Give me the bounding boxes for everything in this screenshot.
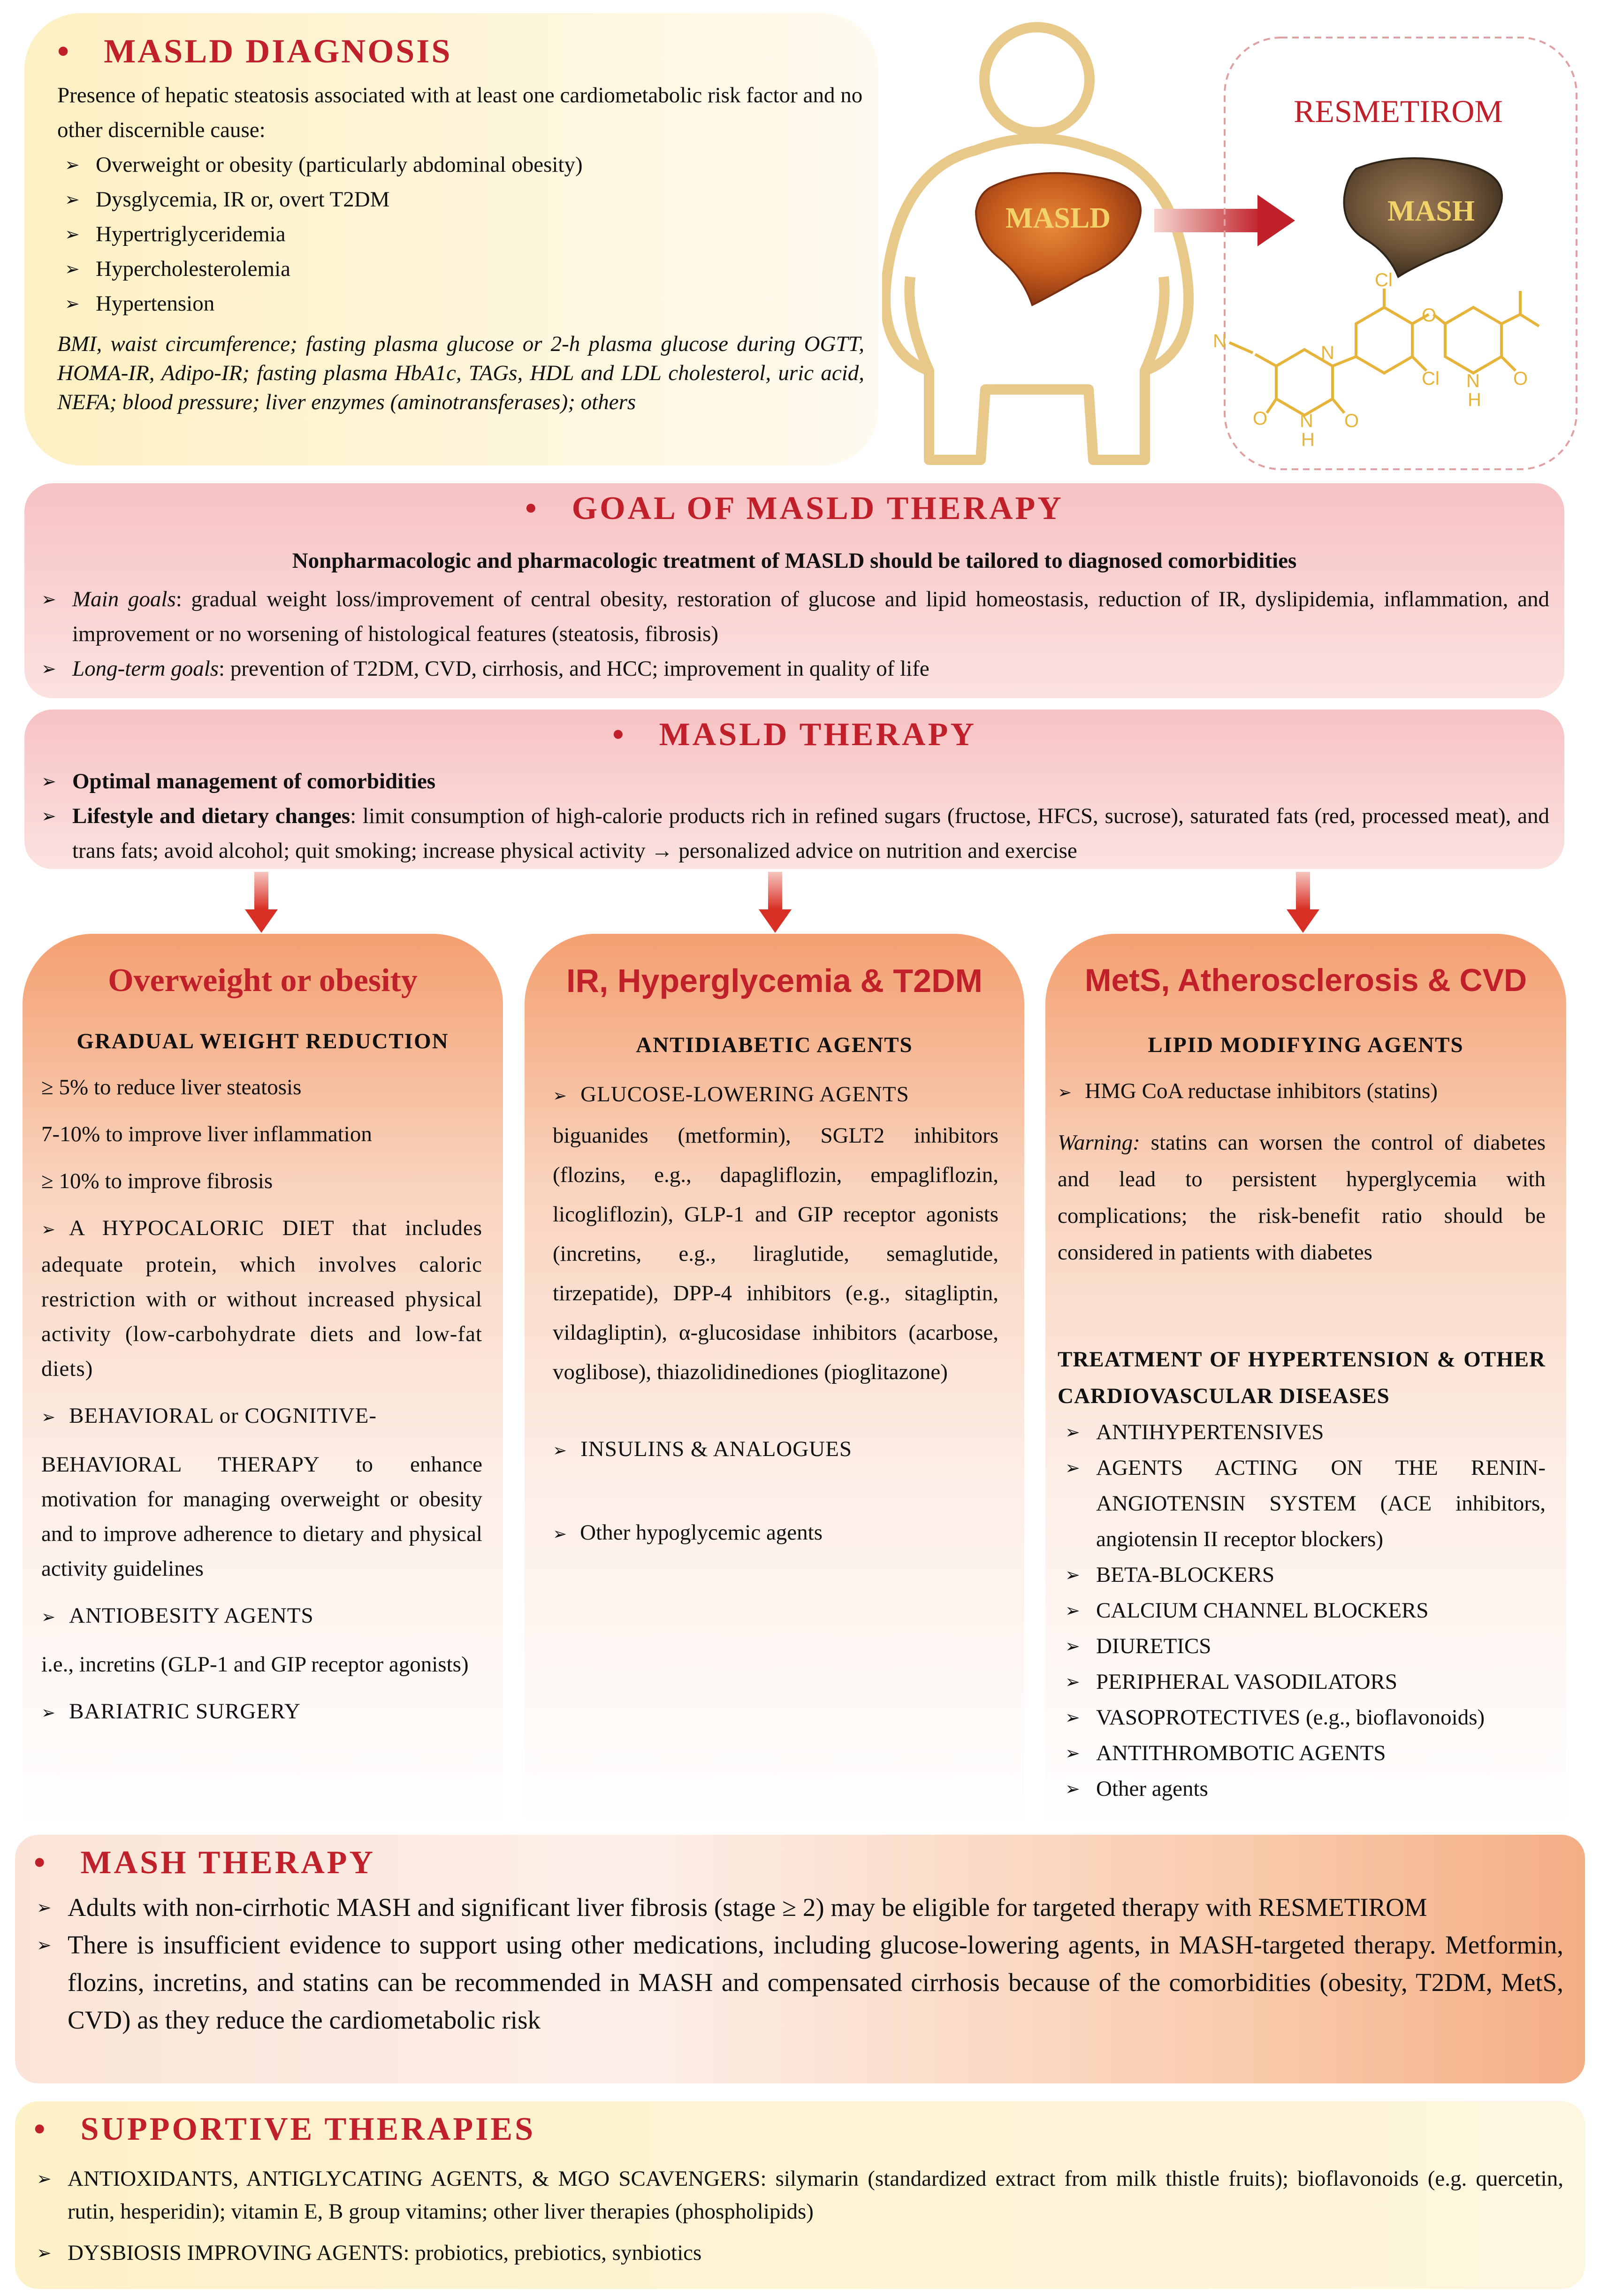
statins-label: HMG CoA reductase inhibitors (statins) — [1085, 1079, 1438, 1103]
goal-subtitle: Nonpharmacologic and pharmacologic treatment of MASLD should be tailored to diagnosed comorbidities — [292, 549, 1297, 573]
masld-liver-icon — [976, 173, 1141, 305]
diabetes-title: IR, Hyperglycemia & T2DM — [566, 962, 983, 999]
other-label: Other hypoglycemic agents — [580, 1520, 823, 1545]
mash-title: MASH THERAPY — [80, 1845, 375, 1881]
diagnosis-box — [24, 13, 878, 465]
cvd-column — [1045, 934, 1566, 1830]
insulins — [553, 1429, 998, 1471]
arrow-bullet-icon: ➢ — [41, 1408, 56, 1427]
therapy-box — [24, 709, 1564, 869]
hypertension-head: TREATMENT OF HYPERTENSION & OTHER CARDIOVASCULAR DISEASES — [1058, 1347, 1546, 1408]
list-item: ➢ CALCIUM CHANNEL BLOCKERS — [1058, 1593, 1546, 1628]
mash-liver-label: MASH — [1387, 195, 1475, 227]
diabetes-subtitle: ANTIDIABETIC AGENTS — [636, 1033, 913, 1057]
long-goals-text: : prevention of T2DM, CVD, cirrhosis, and HCC; improvement in quality of life — [219, 656, 930, 681]
chem-label: H — [1468, 389, 1481, 410]
cvd-title: MetS, Atherosclerosis & CVD — [1084, 962, 1527, 998]
behavioral-text: BEHAVIORAL THERAPY to enhance motivation for managing overweight or obesity and to improve adherence to dietary and physical activity guidelines — [41, 1452, 482, 1581]
arrow-bullet-icon: ➢ — [1058, 1083, 1072, 1102]
chem-label: O — [1253, 408, 1268, 429]
bullet-icon: • — [57, 32, 71, 70]
goal-list — [34, 582, 1549, 686]
supportive-list — [29, 2162, 1563, 2269]
supportive-box — [15, 2101, 1585, 2289]
arrow-bullet-icon: ➢ — [41, 1608, 56, 1627]
arrow-bullet-icon: ➢ — [553, 1441, 568, 1460]
therapy-title: MASLD THERAPY — [659, 717, 976, 753]
list-item: ➢ VASOPROTECTIVES (e.g., bioflavonoids) — [1058, 1700, 1546, 1735]
mash-box — [15, 1835, 1585, 2083]
arrow-bullet-icon: ➢ — [41, 1220, 56, 1239]
cvd-subtitle: LIPID MODIFYING AGENTS — [1148, 1033, 1464, 1057]
behavioral-head-text: BEHAVIORAL or COGNITIVE- — [69, 1404, 377, 1428]
arrow-down-icon — [759, 872, 792, 933]
obesity-title: Overweight or obesity — [108, 962, 418, 999]
list-item: ➢ Other agents — [1058, 1771, 1546, 1807]
list-item: ➢ Dysglycemia, IR or, overt T2DM — [57, 182, 864, 217]
masld-liver-label: MASLD — [1006, 202, 1111, 234]
diabetes-column — [525, 934, 1024, 1830]
list-item — [34, 764, 1549, 799]
resmetirom-structure-icon — [1229, 289, 1539, 415]
cvd-agent-list — [1058, 1414, 1546, 1807]
goal-box — [24, 483, 1564, 698]
obesity-subtitle: GRADUAL WEIGHT REDUCTION — [76, 1029, 449, 1053]
masld-illustration — [882, 14, 1586, 474]
list-item: ➢ BETA-BLOCKERS — [1058, 1557, 1546, 1593]
chem-label: Cl — [1422, 368, 1440, 389]
antiobesity-label: ANTIOBESITY AGENTS — [69, 1603, 314, 1628]
other-hypoglycemic — [553, 1513, 998, 1554]
hypocaloric-diet — [41, 1211, 482, 1386]
list-item: ➢ DYSBIOSIS IMPROVING AGENTS: probiotics, prebiotics, synbiotics — [29, 2236, 1563, 2269]
list-item: ➢ Hypertriglyceridemia — [57, 217, 864, 252]
antiobesity-text: i.e., incretins (GLP-1 and GIP receptor agonists) — [41, 1652, 469, 1677]
long-goals-label: Long-term goals — [72, 656, 219, 681]
chem-labels — [1213, 270, 1528, 450]
chem-label: N — [1300, 411, 1313, 431]
glucose-label: GLUCOSE-LOWERING AGENTS — [580, 1082, 909, 1106]
list-item: ➢ DIURETICS — [1058, 1628, 1546, 1664]
warning-label: Warning: — [1058, 1130, 1140, 1155]
bullet-icon: • — [525, 490, 539, 526]
weight-step-3: ≥ 10% to improve fibrosis — [41, 1169, 273, 1193]
goal-title: GOAL OF MASLD THERAPY — [571, 490, 1064, 526]
list-item: ➢ PERIPHERAL VASODILATORS — [1058, 1664, 1546, 1700]
bariatric-label: BARIATRIC SURGERY — [69, 1699, 301, 1724]
list-item: ➢ ANTIHYPERTENSIVES — [1058, 1414, 1546, 1450]
arrow-bullet-icon: ➢ — [553, 1086, 568, 1106]
main-goals-text: : gradual weight loss/improvement of central obesity, restoration of glucose and lipid homeostasis, reduction of IR, dyslipidemia, inflammation, and improvement or no worsening of histological features (steatosis, fibrosis) — [72, 587, 1549, 646]
list-item: ➢ ANTITHROMBOTIC AGENTS — [1058, 1735, 1546, 1771]
drug-name: RESMETIROM — [1294, 93, 1503, 129]
down-arrows — [0, 872, 1600, 938]
weight-step-2: 7-10% to improve liver inflammation — [41, 1122, 372, 1146]
list-item: ➢ Adults with non-cirrhotic MASH and significant liver fibrosis (stage ≥ 2) may be eligible for targeted therapy with RESMETIROM — [29, 1889, 1563, 1926]
list-item: ➢ Overweight or obesity (particularly abdominal obesity) — [57, 147, 864, 182]
diagnosis-title: MASLD DIAGNOSIS — [104, 32, 452, 70]
bullet-icon: • — [34, 1845, 48, 1881]
chem-label: N — [1321, 343, 1334, 363]
diagnosis-tests: BMI, waist circumference; fasting plasma glucose or 2-h plasma glucose during OGTT, HOMA-IR, Adipo-IR; fasting plasma HbA1c, TAGs, HDL and LDL cholesterol, uric acid, NEFA; blood pressure; liver enzymes (aminotransferases); others — [57, 332, 864, 414]
list-item: ➢ ANTIOXIDANTS, ANTIGLYCATING AGENTS, & MGO SCAVENGERS: silymarin (standardized extract from milk thistle fruits); bioflavonoids (e.g. quercetin, rutin, hesperidin); vitamin E, B group vitamins; other liver therapies (phospholipids) — [29, 2162, 1563, 2228]
arrow-bullet-icon: ➢ — [553, 1525, 567, 1544]
list-item: ➢ There is insufficient evidence to support using other medications, including glucose-lowering agents, in MASH-targeted therapy. Metformin, flozins, incretins, and statins can be recommended in MASH and compensated cirrhosis because of the comorbidities (obesity, T2DM, MetS, CVD) as they reduce the cardiometabolic risk — [29, 1926, 1563, 2039]
chem-label: O — [1513, 368, 1528, 389]
list-item — [34, 651, 1549, 686]
glucose-text: biguanides (metformin), SGLT2 inhibitors (flozins, e.g., dapagliflozin, empagliflozin, licogliflozin), GLP-1 and GIP receptor agonists (incretins, e.g., liraglutide, semaglutide, tirzepatide), DPP-4 inhibitors (e.g., sitagliptin, vildagliptin), α-glucosidase inhibitors (acarbose, voglibose), thiazolidinediones (pioglitazone) — [553, 1123, 998, 1384]
list-item: ➢ AGENTS ACTING ON THE RENIN-ANGIOTENSIN SYSTEM (ACE inhibitors, angiotensin II receptor blockers) — [1058, 1450, 1546, 1557]
statin-warning — [1058, 1124, 1546, 1271]
antiobesity-agents — [41, 1598, 482, 1635]
weight-step-1: ≥ 5% to reduce liver steatosis — [41, 1075, 302, 1099]
bullet-icon: • — [34, 2111, 48, 2147]
list-item: ➢ Hypercholesterolemia — [57, 252, 864, 286]
insulins-label: INSULINS & ANALOGUES — [580, 1437, 852, 1461]
list-item — [34, 582, 1549, 651]
arrow-down-icon — [245, 872, 278, 933]
chem-label: O — [1422, 305, 1437, 326]
diagnosis-intro: Presence of hepatic steatosis associated with at least one cardiometabolic risk factor and no other discernible cause: — [57, 83, 863, 142]
behavioral-head — [41, 1398, 482, 1435]
arrow-down-icon — [1287, 872, 1319, 933]
glucose-lowering-head — [553, 1075, 998, 1116]
chem-label: Cl — [1375, 270, 1393, 290]
main-goals-label: Main goals — [72, 587, 176, 611]
diet-text: A HYPOCALORIC DIET that includes adequate protein, which involves caloric restriction with or without increased physical activity (low-carbohydrate diets and low-fat diets) — [41, 1216, 482, 1381]
statins — [1058, 1073, 1546, 1111]
mash-list — [29, 1889, 1563, 2039]
obesity-column — [23, 934, 503, 1830]
risk-factor-list — [57, 147, 864, 321]
mash-liver-icon — [1344, 158, 1502, 277]
chem-label: O — [1344, 411, 1359, 431]
bullet-icon: • — [612, 717, 626, 753]
therapy-item-1: Optimal management of comorbidities — [72, 769, 436, 793]
chem-label: H — [1301, 429, 1315, 450]
therapy-list — [34, 764, 1549, 868]
arrow-bullet-icon: ➢ — [41, 1703, 56, 1723]
list-item — [34, 799, 1549, 868]
supportive-title: SUPPORTIVE THERAPIES — [80, 2111, 536, 2147]
lifestyle-text: : limit consumption of high-calorie products rich in refined sugars (fructose, HFCS, sucrose), saturated fats (red, processed meat), and trans fats; avoid alcohol; quit smoking; increase physical activity → personalized advice on nutrition and exercise — [72, 804, 1549, 863]
lifestyle-label: Lifestyle and dietary changes — [72, 804, 350, 828]
warning-text: statins can worsen the control of diabetes and lead to persistent hyperglycemia with complications; the risk-benefit ratio should be considered in patients with diabetes — [1058, 1130, 1546, 1265]
chem-label: N — [1213, 331, 1227, 351]
bariatric-surgery — [41, 1694, 482, 1731]
chem-label: N — [1466, 371, 1480, 391]
list-item: ➢ Hypertension — [57, 286, 864, 321]
